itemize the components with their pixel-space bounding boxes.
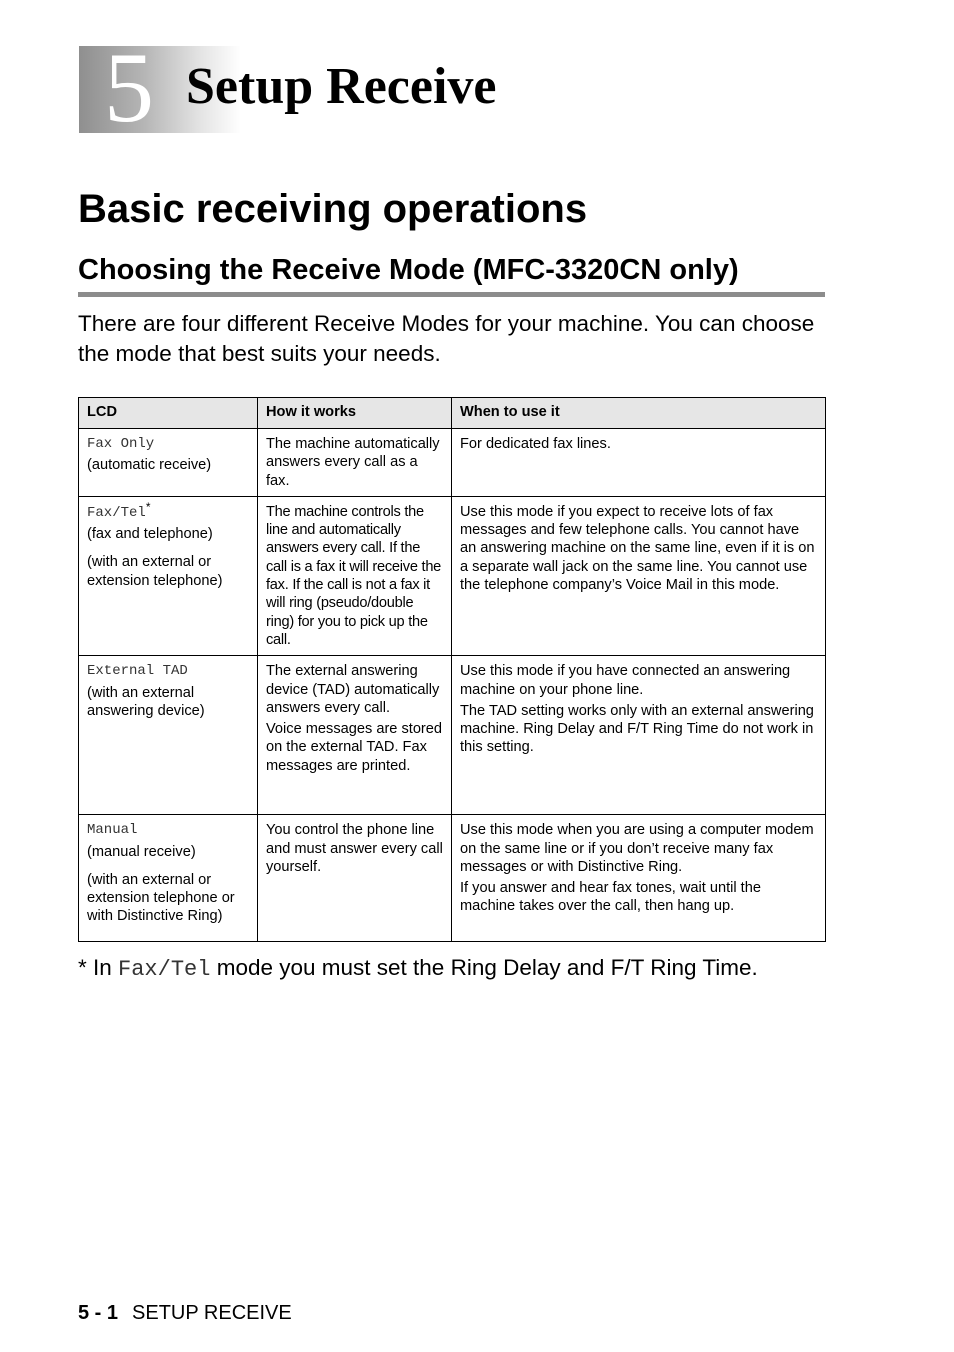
chapter-title: Setup Receive [186, 58, 497, 115]
when-to-use-text: Use this mode when you are using a computer modem on the same line or if you don’t receive many fax messages or with Distinctive Ring. [460, 822, 814, 875]
how-it-works-cell [258, 429, 452, 497]
lcd-mode-fax-tel: Fax/Tel [87, 504, 146, 521]
when-to-use-cell [452, 815, 826, 942]
header-when-to-use: When to use it [452, 398, 826, 429]
subsection-title: Choosing the Receive Mode (MFC-3320CN only) [78, 254, 739, 286]
chapter-number: 5 [104, 32, 154, 143]
lcd-description: (manual receive) [87, 843, 196, 860]
page-footer [78, 1300, 292, 1326]
lcd-description: (automatic receive) [87, 457, 212, 474]
lcd-cell [79, 429, 258, 497]
footer-label: SETUP RECEIVE [132, 1302, 292, 1324]
how-it-works-text: The external answering device (TAD) automatically answers every call. [266, 663, 440, 716]
how-it-works-text: The machine automatically answers every call as a fax. [266, 436, 440, 489]
lcd-cell [79, 656, 258, 815]
table-header-row [79, 398, 826, 429]
when-to-use-cell [452, 429, 826, 497]
intro-paragraph: There are four different Receive Modes for your machine. You can choose the mode that best suits your needs. [78, 311, 815, 366]
how-it-works-cell [258, 815, 452, 942]
table-row [79, 496, 826, 655]
lcd-description: (fax and telephone) [87, 526, 213, 543]
how-it-works-text: Voice messages are stored on the external TAD. Fax messages are printed. [266, 721, 443, 774]
subsection-rule [78, 292, 825, 297]
when-to-use-text: Use this mode if you have connected an answering machine on your phone line. [460, 663, 791, 698]
footnote-prefix: * In [78, 955, 119, 980]
lcd-mode-manual: Manual [87, 822, 138, 839]
header-lcd: LCD [79, 398, 258, 429]
footnote-mode: Fax/Tel [118, 957, 211, 982]
when-to-use-text: If you answer and hear fax tones, wait until the machine takes over the call, then hang up. [460, 880, 761, 915]
how-it-works-text: You control the phone line and must answer every call yourself. [266, 822, 443, 875]
lcd-description: (with an external or extension telephone) [87, 554, 223, 589]
header-how-it-works: How it works [258, 398, 452, 429]
lcd-mode-fax-only: Fax Only [87, 436, 155, 452]
section-title: Basic receiving operations [78, 187, 588, 231]
when-to-use-text: The TAD setting works only with an external answering machine. Ring Delay and F/T Ring Time do not work in this setting. [460, 702, 814, 756]
how-it-works-cell [258, 496, 452, 655]
lcd-cell [79, 815, 258, 942]
lcd-description: (with an external or extension telephone or with Distinctive Ring) [87, 871, 235, 925]
table-row [79, 815, 826, 942]
when-to-use-cell [452, 656, 826, 815]
footnote [78, 953, 758, 985]
receive-modes-table [78, 397, 826, 942]
lcd-cell [79, 496, 258, 655]
table-row [79, 429, 826, 497]
lcd-mode-external-tad: External TAD [87, 663, 188, 680]
page-number: 5 - 1 [78, 1302, 119, 1324]
footnote-suffix: mode you must set the Ring Delay and F/T Ring Time. [210, 955, 758, 980]
how-it-works-cell [258, 656, 452, 815]
when-to-use-text: For dedicated fax lines. [460, 436, 611, 452]
how-it-works-text: The machine controls the line and automatically answers every call. If the call is a fax it will receive the fax. If the call is not a fax it will ring (pseudo/double ring) for you to pick up the call. [266, 503, 442, 648]
lcd-description: (with an external answering device) [87, 684, 205, 719]
footnote-marker: * [145, 499, 151, 514]
table-row [79, 656, 826, 815]
when-to-use-cell [452, 496, 826, 655]
when-to-use-text: Use this mode if you expect to receive lots of fax messages and few telephone calls. You cannot have an answering machine on the same line, even if it is on a separate wall jack on the same line. You cannot use the telephone company’s Voice Mail in this mode. [460, 503, 815, 594]
